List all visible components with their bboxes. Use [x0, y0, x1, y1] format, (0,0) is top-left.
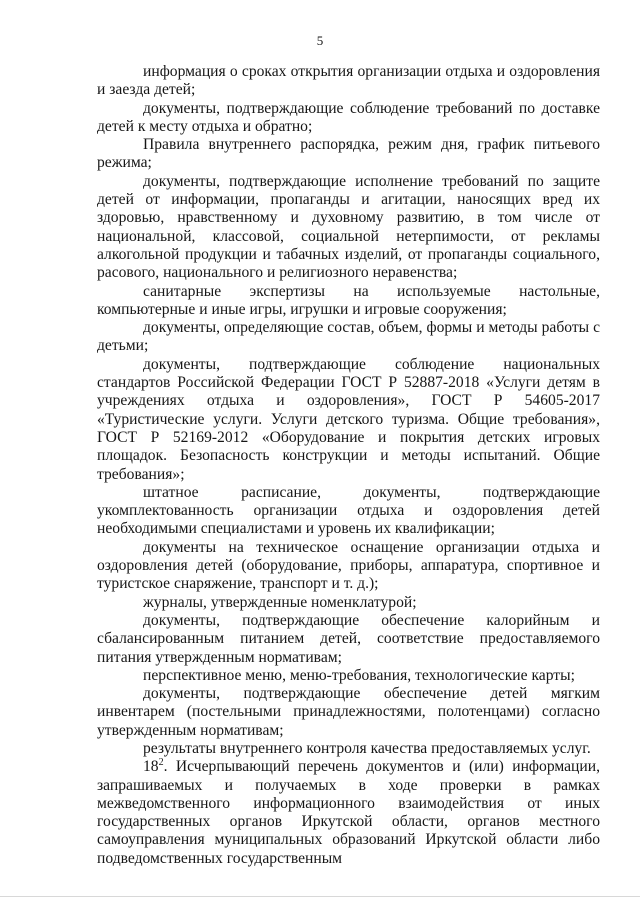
section-number-superscript: 2	[158, 757, 164, 769]
section-text: . Исчерпывающий перечень документов и (или) информации, запрашиваемых и получаемых в ходе проверки в рамках межведомственного информационного взаимодействия от иных государственных органов Иркутской области, органов местного самоуправления муниципальных образований Иркутской области либо подведомственных государственным	[97, 758, 600, 867]
page-number: 5	[316, 33, 324, 48]
list-item: перспективное меню, меню-требования, технологические карты;	[143, 666, 575, 684]
list-item: информация о сроках открытия организации отдыха и оздоровления и заезда детей;	[97, 63, 600, 99]
list-item: документы, подтверждающие обеспечение калорийным и сбалансированным питанием детей, соответствие предоставляемого питания утвержденным нормативам;	[97, 611, 600, 666]
page-bottom-rule	[0, 896, 640, 897]
list-item: санитарные экспертизы на используемые настольные, компьютерные и иные игры, игрушки и игровые сооружения;	[97, 282, 600, 318]
list-item: штатное расписание, документы, подтверждающие укомплектованность организации отдыха и оздоровления детей необходимыми специалистами и уровень их квалификации;	[97, 483, 600, 538]
list-item: результаты внутреннего контроля качества предоставляемых услуг.	[143, 739, 591, 757]
document-body	[97, 63, 600, 868]
list-item: документы, подтверждающие соблюдение требований по доставке детей к месту отдыха и обратно;	[97, 99, 600, 135]
list-item: Правила внутреннего распорядка, режим дня, график питьевого режима;	[97, 136, 600, 172]
list-item: документы, определяющие состав, объем, формы и методы работы с детьми;	[97, 319, 600, 355]
list-item: документы на техническое оснащение организации отдыха и оздоровления детей (оборудование, приборы, аппаратура, спортивное и туристское снаряжение, транспорт и т. д.);	[97, 538, 600, 593]
list-item: журналы, утвержденные номенклатурой;	[143, 593, 417, 611]
section-number: 18	[143, 758, 159, 776]
list-item: документы, подтверждающие соблюдение национальных стандартов Российской Федерации ГОСТ Р 52887-2018 «Услуги детям в учреждениях отдыха и оздоровления», ГОСТ Р 54605-2017 «Туристические услуги. Услуги детского туризма. Общие требования», ГОСТ Р 52169-2012 «Оборудование и покрытия детских игровых площадок. Безопасность конструкции и методы испытаний. Общие требования»;	[97, 355, 600, 483]
section-paragraph	[97, 758, 600, 868]
list-item: документы, подтверждающие исполнение требований по защите детей от информации, пропаганды и агитации, наносящих вред их здоровью, нравственному и духовному развитию, в том числе от национальной, классовой, социальной нетерпимости, от рекламы алкогольной продукции и табачных изделий, от пропаганды социального, расового, национального и религиозного неравенства;	[97, 172, 600, 282]
list-item: документы, подтверждающие обеспечение детей мягким инвентарем (постельными принадлежностями, полотенцами) согласно утвержденным нормативам;	[97, 685, 600, 739]
